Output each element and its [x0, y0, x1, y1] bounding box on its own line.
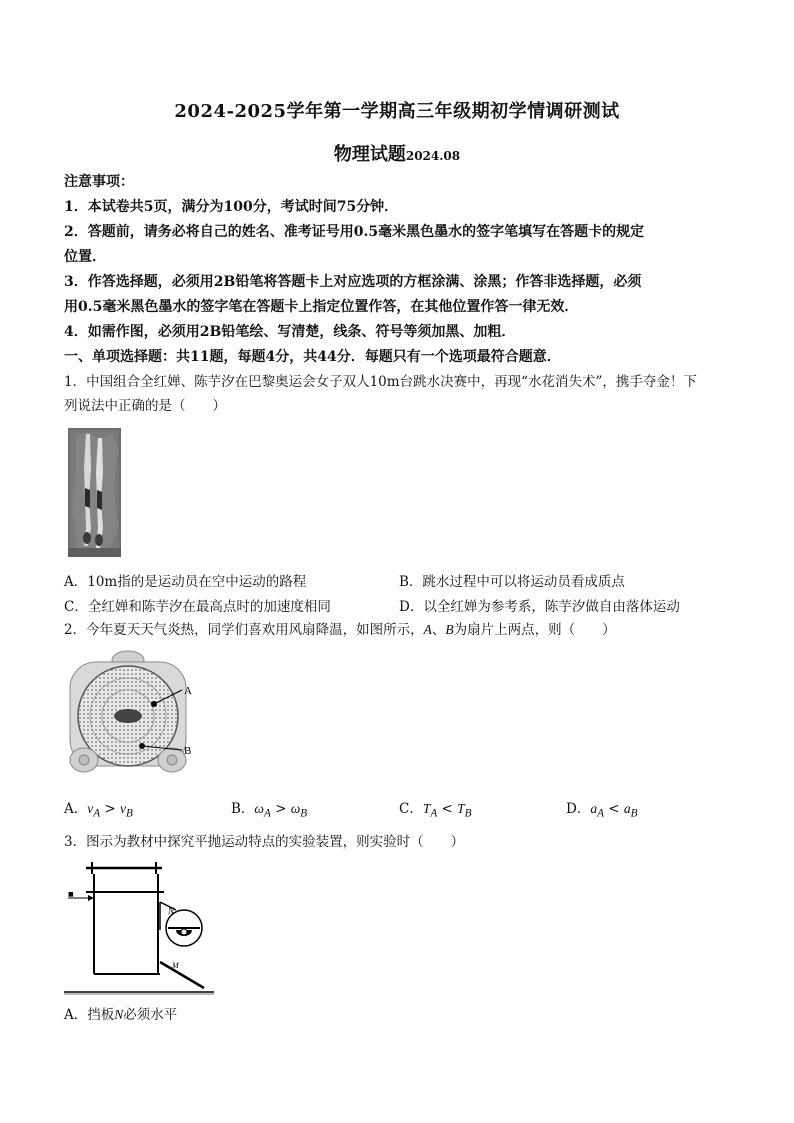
- q1-divers-photo: [68, 428, 121, 557]
- notice-item-2a: 2．答题前，请务必将自己的姓名、准考证号用0.5毫米黑色墨水的签字笔填写在答题卡的规定: [64, 224, 645, 240]
- notice-item-4: 4．如需作图，必须用2B铅笔绘、写清楚，线条、符号等须加黑、加粗．: [64, 324, 516, 340]
- notice-item-3b: 用0.5毫米黑色墨水的签字笔在答题卡上指定位置作答，在其他位置作答一律无效．: [64, 299, 579, 315]
- fan-label-a: A: [184, 685, 192, 697]
- q2-fan-figure: [66, 648, 198, 778]
- exam-date: 2024.08: [405, 149, 461, 163]
- notice-item-1: 1．本试卷共5页，满分为100分，考试时间75分钟．: [64, 199, 399, 215]
- q1-stem-line1: 1．中国组合全红婵、陈芋汐在巴黎奥运会女子双人10m台跳水决赛中，再现“水花消失术”，携手夺金！下: [64, 374, 697, 390]
- q1-option-d: D．以全红婵为参考系，陈芋汐做自由落体运动: [399, 599, 680, 615]
- label-m: M: [172, 961, 179, 970]
- q2-option-b: B．$\omega_A > \omega_B$: [231, 801, 308, 820]
- section-heading: 一、单项选择题：共11题，每题4分，共44分．每题只有一个选项最符合题意．: [64, 349, 561, 365]
- exam-title: 2024-2025学年第一学期高三年级期初学情调研测试: [174, 101, 620, 122]
- subject-title: 物理试题: [333, 144, 406, 165]
- q3-option-a: A．挡板N必须水平: [64, 1007, 178, 1023]
- q1-option-a: A．10m指的是运动员在空中运动的路程: [64, 574, 307, 590]
- svg-text:■: ■: [68, 891, 74, 898]
- fan-label-b: B: [184, 745, 192, 757]
- q2-stem: 2．今年夏天天气炎热，同学们喜欢用风扇降温，如图所示，A、B为扇片上两点，则（ ）: [64, 622, 616, 638]
- notice-item-2b: 位置．: [64, 249, 106, 265]
- q3-stem: 3．图示为教材中探究平抛运动特点的实验装置，则实验时（ ）: [64, 834, 465, 850]
- q2-option-c: C．$T_A < T_B$: [399, 801, 472, 820]
- q1-option-b: B．跳水过程中可以将运动员看成质点: [399, 574, 625, 590]
- q2-option-d: D．$a_A < a_B$: [566, 801, 638, 820]
- label-n: N: [168, 906, 175, 916]
- q1-option-c: C．全红婵和陈芋汐在最高点时的加速度相同: [64, 599, 331, 615]
- notice-heading: 注意事项：: [64, 174, 134, 190]
- exam-subtitle: [0, 140, 794, 166]
- q1-stem-line2: 列说法中正确的是（ ）: [64, 398, 226, 414]
- notice-item-3a: 3．作答选择题，必须用2B铅笔将答题卡上对应选项的方框涂满、涂黑；作答非选择题，必须: [64, 274, 642, 290]
- q2-option-a: A．$v_A > v_B$: [64, 801, 133, 820]
- q3-apparatus-figure: [64, 858, 214, 1000]
